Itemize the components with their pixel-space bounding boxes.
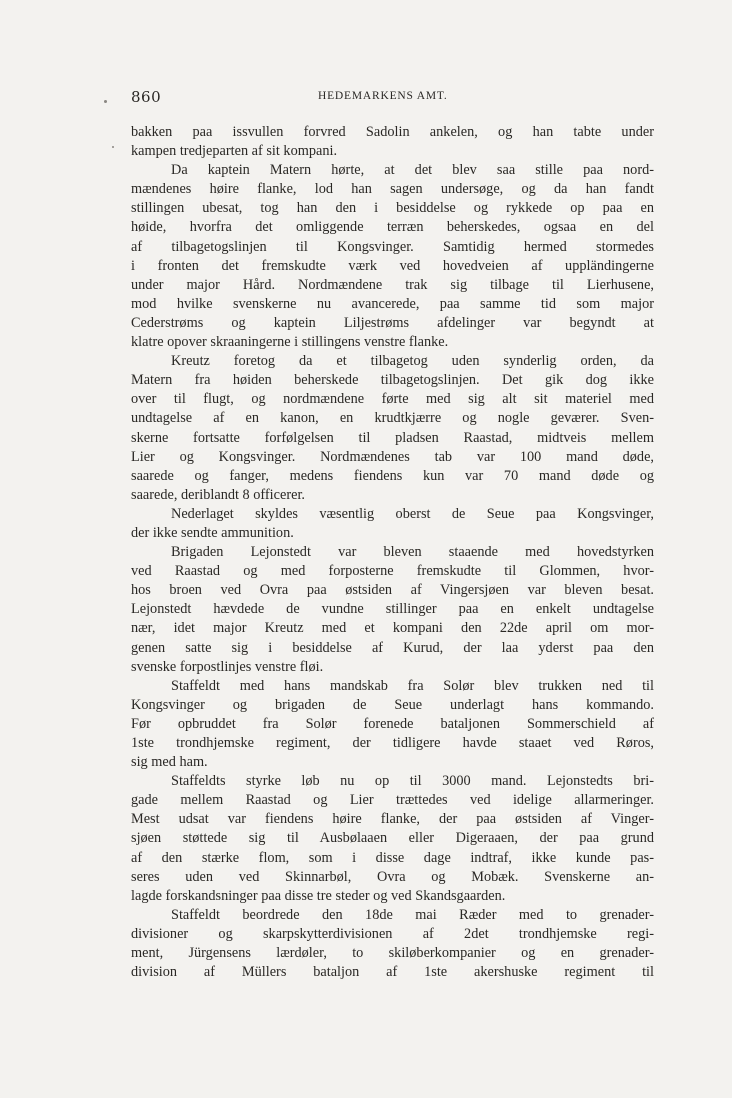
text-line: Mest udsat var fiendens høire flanke, der paa østsiden af Vinger- [131, 811, 654, 828]
text-line: Staffeldts styrke løb nu op til 3000 mand. Lejonstedts bri- [171, 773, 654, 790]
text-line: under major Hård. Nordmændene trak sig tilbage til Lierhusene, [131, 276, 654, 293]
text-line: Staffeldt med hans mandskab fra Solør blev trukken ned til [171, 677, 654, 694]
text-line: Matern fra høiden beherskede tilbagetogslinjen. Det gik dog ikke [131, 372, 654, 389]
text-line: division af Müllers bataljon af 1ste akershuske regiment til [131, 964, 654, 981]
text-line: Brigaden Lejonstedt var bleven staaende med hovedstyrken [171, 544, 654, 561]
margin-speck [112, 146, 114, 148]
text-line: Cederstrøms og kaptein Liljestrøms afdelinger var begyndt at [131, 314, 654, 331]
text-line: Lier og Kongsvinger. Nordmændenes tab var 100 mand døde, [131, 448, 654, 465]
text-line: saarede, deriblandt 8 officerer. [131, 486, 305, 503]
page-number: 860 [131, 88, 162, 106]
text-line: genen satte sig i besiddelse af Kurud, der laa yderst paa den [131, 639, 654, 656]
text-line: Lejonstedt hævdede de vundne stillinger paa en enkelt undtagelse [131, 601, 654, 618]
text-line: over til flugt, og nordmændene førte med sig alt sit materiel med [131, 391, 654, 408]
text-line: mændenes høire flanke, lod han sagen undersøge, og da han fandt [131, 181, 654, 198]
text-line: lagde forskandsninger paa disse tre steder og ved Skandsgaarden. [131, 887, 506, 904]
text-line: mod hvilke svenskerne nu avancerede, paa samme tid som major [131, 295, 654, 312]
text-line: divisioner og skarpskytterdivisionen af 2det trondhjemske regi- [131, 925, 654, 942]
margin-speck [104, 100, 107, 103]
text-line: ved Raastad og med forposterne fremskudte til Glommen, hvor- [131, 563, 654, 580]
text-line: af tilbagetogslinjen til Kongsvinger. Samtidig hermed stormedes [131, 238, 654, 255]
text-line: sjøen støttede sig til Ausbølaaen eller Digeraaen, der paa grund [131, 830, 654, 847]
text-line: stillingen ubesat, tog han den i besiddelse og rykkede op paa en [131, 200, 654, 217]
text-line: kampen tredjeparten af sit kompani. [131, 143, 338, 160]
text-line: undtagelse af en kanon, en krudtkjærre og nogle geværer. Sven- [131, 410, 654, 427]
text-line: af den stærke flom, som i disse dage indtraf, ikke kunde pas- [131, 849, 654, 866]
text-line: Før opbruddet fra Solør forenede bataljonen Sommerschield af [131, 715, 654, 732]
text-line: Da kaptein Matern hørte, at det blev saa stille paa nord- [171, 162, 654, 179]
text-line: seres uden ved Skinnarbøl, Ovra og Mobæk. Svenskerne an- [131, 868, 654, 885]
text-line: hos broen ved Ovra paa østsiden af Vingersjøen var bleven besat. [131, 582, 654, 599]
running-head: HEDEMARKENS AMT. [318, 90, 448, 102]
text-line: i fronten det fremskudte værk ved hovedveien af uppländingerne [131, 257, 654, 274]
text-line: der ikke sendte ammunition. [131, 524, 294, 541]
text-line: nær, idet major Kreutz med et kompani den 22de april om mor- [131, 620, 654, 637]
text-line: ment, Jürgensens lærdøler, to skiløberkompanier og en grenader- [131, 945, 654, 962]
text-line: saarede og fanger, medens fiendens kun var 70 mand døde og [131, 467, 654, 484]
text-line: klatre opover skraaningerne i stillingens venstre flanke. [131, 334, 449, 351]
text-line: Nederlaget skyldes væsentlig oberst de Seue paa Kongsvinger, [171, 505, 654, 522]
text-line: gade mellem Raastad og Lier trættedes ved idelige allarmeringer. [131, 792, 654, 809]
text-line: skerne fortsatte forfølgelsen til pladsen Raastad, midtveis mellem [131, 429, 654, 446]
text-line: Kongsvinger og brigaden de Seue underlagt hans kommando. [131, 696, 654, 713]
text-line: Staffeldt beordrede den 18de mai Ræder med to grenader- [171, 906, 654, 923]
page-header [131, 88, 654, 108]
text-line: Kreutz foretog da et tilbagetog uden synderlig orden, da [171, 353, 654, 370]
text-line: bakken paa issvullen forvred Sadolin ankelen, og han tabte under [131, 124, 654, 140]
text-line: svenske forpostlinjes venstre fløi. [131, 658, 324, 675]
text-line: 1ste trondhjemske regiment, der tidligere havde staaet ved Røros, [131, 735, 654, 751]
text-line: høide, hvorfra det omliggende terræn beherskedes, ogsaa en del [131, 219, 654, 236]
text-line: sig med ham. [131, 754, 208, 771]
body-text [131, 123, 654, 982]
